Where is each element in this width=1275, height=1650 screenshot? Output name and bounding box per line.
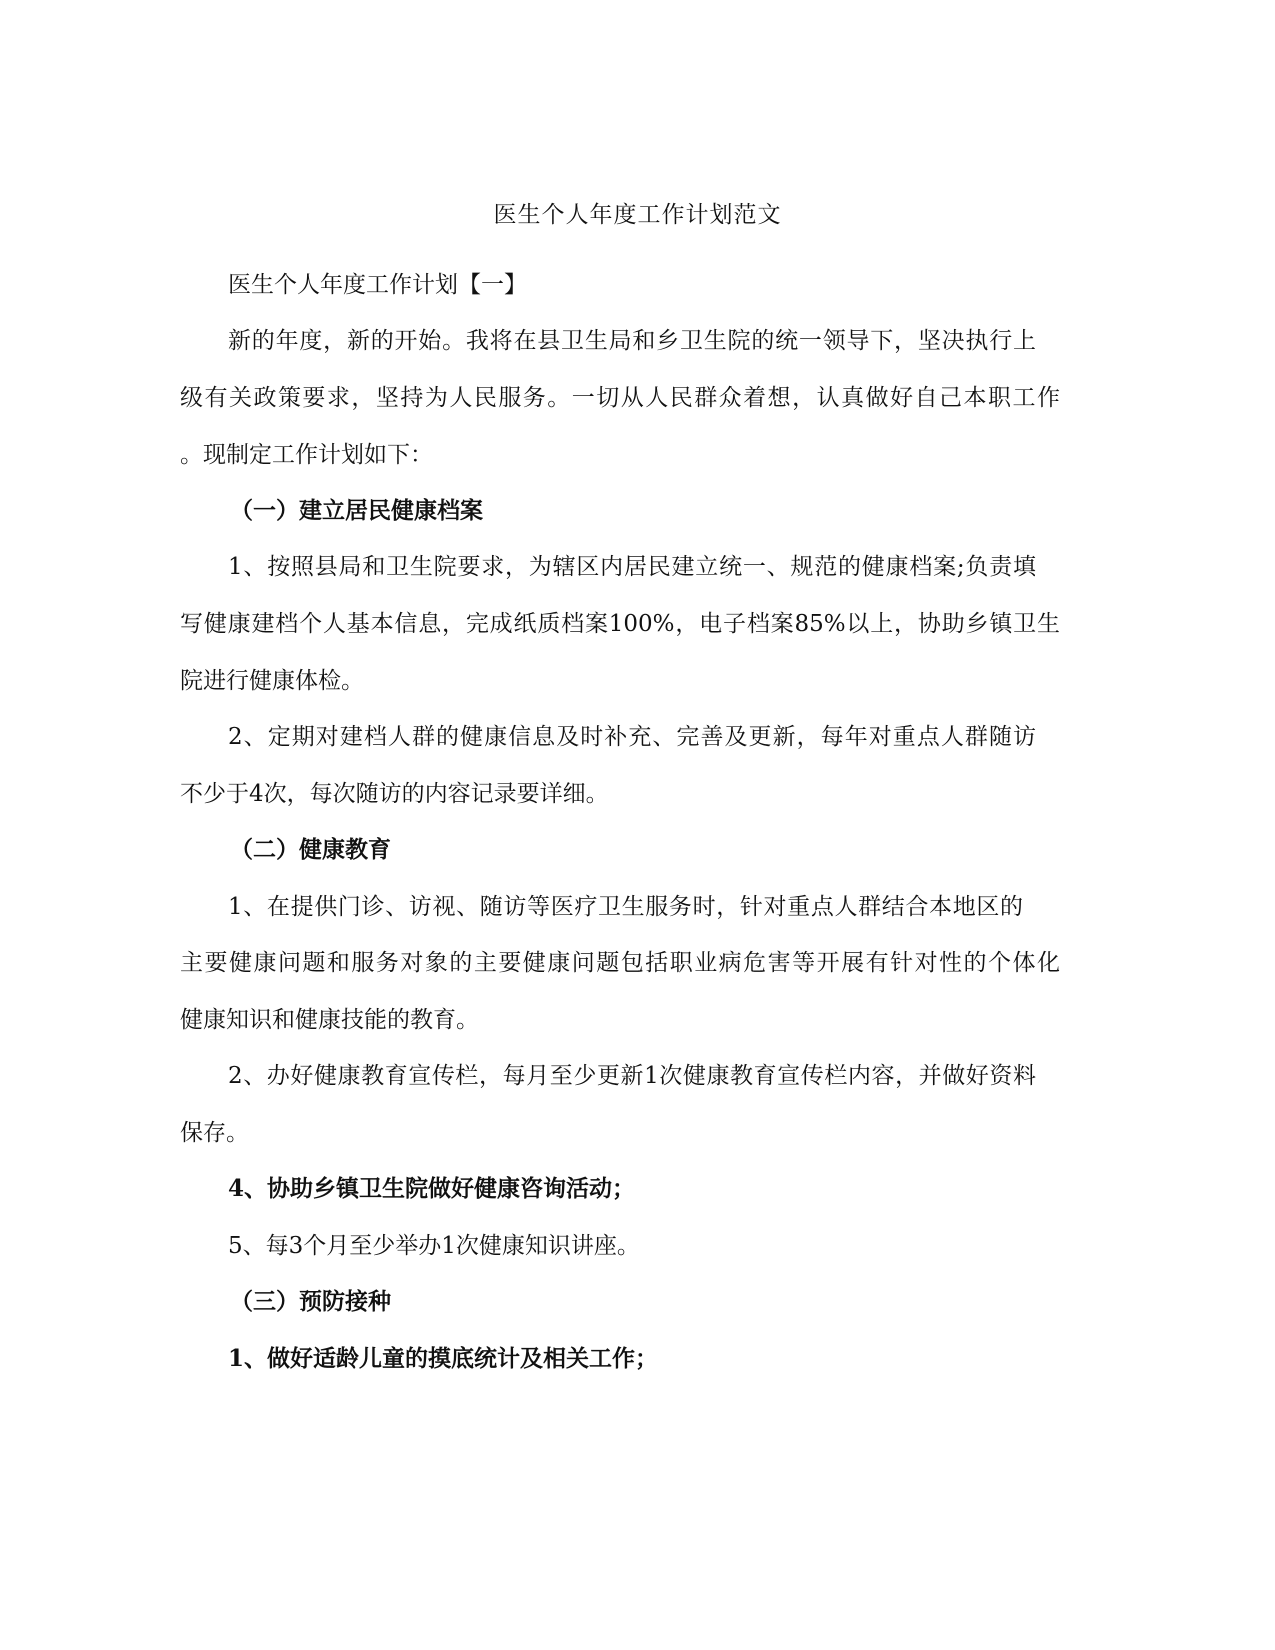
part1-item2-line-2: 不少于4次，每次随访的内容记录要详细。 xyxy=(180,781,609,807)
part2-item2-line-1: 2、办好健康教育宣传栏，每月至少更新1次健康教育宣传栏内容，并做好资料 xyxy=(228,1063,1036,1089)
part2-item1-line-1: 1、在提供门诊、访视、随访等医疗卫生服务时，针对重点人群结合本地区的 xyxy=(228,894,1023,920)
part2-item1-line-3: 健康知识和健康技能的教育。 xyxy=(180,1007,479,1033)
part1-item1-line-2: 写健康建档个人基本信息，完成纸质档案100%，电子档案85%以上，协助乡镇卫生 xyxy=(180,611,1060,637)
part3-item1: 1、做好适龄儿童的摸底统计及相关工作； xyxy=(228,1345,659,1372)
section-title: 医生个人年度工作计划【一】 xyxy=(228,272,527,298)
part1-item1-line-1: 1、按照县局和卫生院要求，为辖区内居民建立统一、规范的健康档案;负责填 xyxy=(228,554,1036,580)
part1-item1-line-3: 院进行健康体检。 xyxy=(180,668,364,694)
part3-heading: （三）预防接种 xyxy=(230,1288,391,1315)
part2-heading: （二）健康教育 xyxy=(230,836,391,863)
intro-line-2: 级有关政策要求，坚持为人民服务。一切从人民群众着想，认真做好自己本职工作 xyxy=(180,385,1060,411)
intro-line-1: 新的年度，新的开始。我将在县卫生局和乡卫生院的统一领导下，坚决执行上 xyxy=(228,328,1036,354)
part2-item2-line-2: 保存。 xyxy=(180,1120,249,1146)
part2-item4: 4、协助乡镇卫生院做好健康咨询活动； xyxy=(228,1175,636,1202)
part1-heading: （一）建立居民健康档案 xyxy=(230,497,483,524)
part2-item1-line-2: 主要健康问题和服务对象的主要健康问题包括职业病危害等开展有针对性的个体化 xyxy=(180,950,1060,976)
intro-line-3: 。现制定工作计划如下： xyxy=(180,442,433,468)
document-title: 医生个人年度工作计划范文 xyxy=(493,202,782,228)
part1-item2-line-1: 2、定期对建档人群的健康信息及时补充、完善及更新，每年对重点人群随访 xyxy=(228,724,1036,750)
part2-item5: 5、每3个月至少举办1次健康知识讲座。 xyxy=(228,1233,640,1259)
